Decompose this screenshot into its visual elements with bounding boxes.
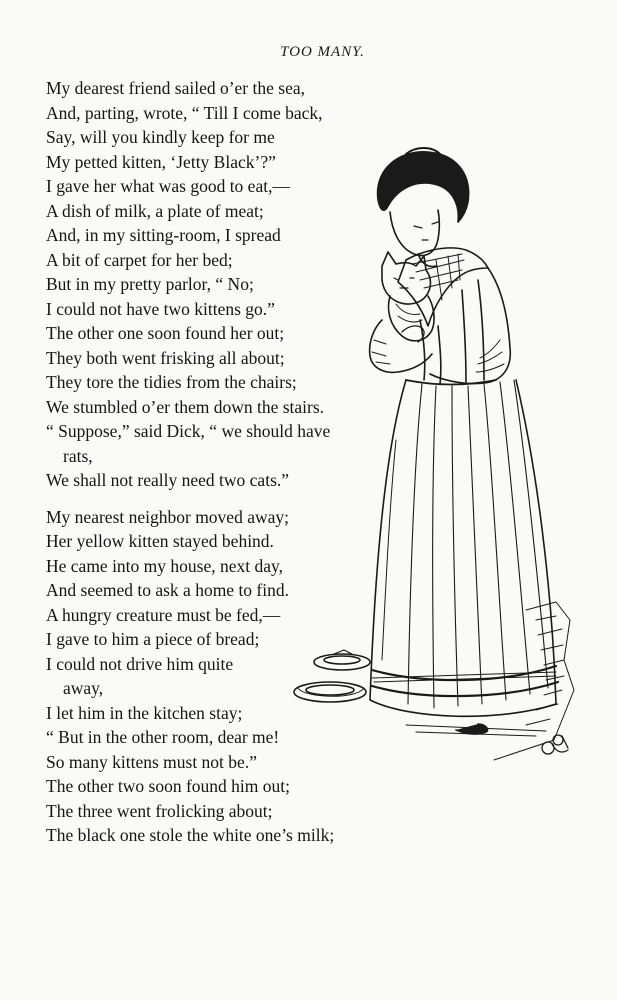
poem-line: My dearest friend sailed o’er the sea, — [46, 78, 305, 98]
bodice — [406, 280, 496, 385]
poem-line: I could not have two kittens go.” — [46, 298, 275, 319]
poem-line: We stumbled o’er them down the stairs. — [46, 396, 325, 417]
poem-line: So many kittens must not be.” — [46, 751, 257, 772]
poem-line: The black one stole the white one’s milk; — [46, 825, 335, 845]
poem-line: Say, will you kindly keep for me — [46, 127, 275, 147]
poem-line: “ Suppose,” said Dick, “ we should have — [46, 421, 331, 441]
poem-line: A hungry creature must be fed,— — [46, 604, 281, 625]
shoe — [456, 724, 488, 734]
poem-line: And, parting, wrote, “ Till I come back, — [46, 102, 323, 123]
poem-line: He came into my house, next day, — [46, 555, 283, 576]
poem-line: We shall not really need two cats.” — [46, 470, 290, 490]
ground-shadow — [406, 602, 574, 760]
poem-line: I let him in the kitchen stay; — [46, 702, 243, 723]
poem-line: A bit of carpet for her bed; — [46, 249, 233, 270]
poem-line: My petted kitten, ‘Jetty Black’?” — [46, 151, 276, 172]
poem-line: The other two soon found him out; — [46, 776, 291, 796]
poem-line: My nearest neighbor moved away; — [46, 506, 289, 527]
poem-line: They both went frisking all about; — [46, 347, 285, 368]
skirt — [370, 380, 558, 716]
poem-line: And, in my sitting-room, I spread — [46, 225, 281, 245]
poem-line: Her yellow kitten stayed behind. — [46, 531, 274, 551]
poem-line: And seemed to ask a home to find. — [46, 580, 290, 600]
running-head: TOO MANY. — [280, 44, 365, 60]
poem-line: I could not drive him quite — [46, 653, 234, 674]
poem-line: The other one soon found her out; — [46, 323, 285, 343]
poem-line: A dish of milk, a plate of meat; — [46, 200, 264, 221]
poem-line: The three went frolicking about; — [46, 800, 273, 821]
poem-line: They tore the tidies from the chairs; — [46, 372, 297, 392]
dishes — [294, 650, 370, 702]
poem-line-continuation: away, — [63, 678, 104, 698]
poem-line: I gave her what was good to eat,— — [46, 176, 290, 196]
hair — [378, 148, 469, 222]
woman-holding-kitten-icon — [286, 140, 596, 780]
poem-line-continuation: rats, — [63, 445, 93, 466]
face — [390, 210, 439, 256]
poem-line: I gave to him a piece of bread; — [46, 629, 260, 649]
poem-line: But in my pretty parlor, “ No; — [46, 274, 254, 294]
poem-line: “ But in the other room, dear me! — [46, 727, 280, 747]
